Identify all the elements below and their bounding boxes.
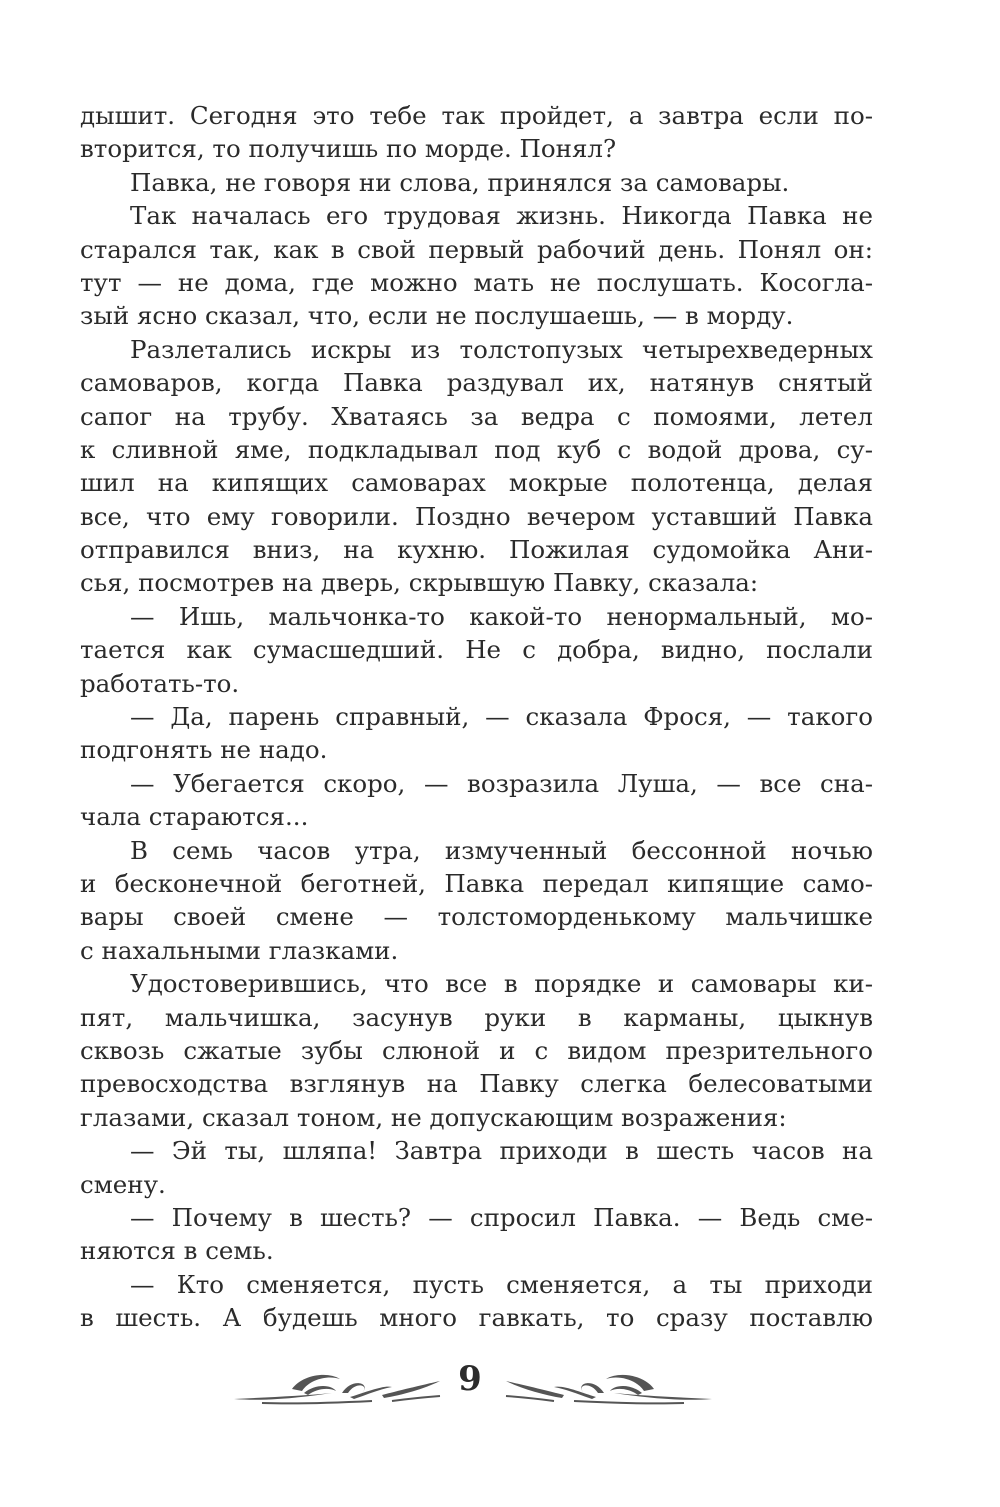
- text-line: шил на кипящих самоварах мокрые полотенца, делая: [80, 468, 873, 498]
- text-line: зый ясно сказал, что, если не послушаешь, — в морду.: [80, 301, 794, 331]
- text-line: тут — не дома, где можно мать не послушать. Косогла-: [80, 267, 873, 297]
- book-page-text: [80, 99, 873, 1334]
- text-line: чала стараются...: [80, 802, 309, 832]
- text-line: сья, посмотрев на дверь, скрывшую Павку, сказала:: [80, 568, 759, 598]
- text-line: В семь часов утра, измученный бессонной ночью: [130, 835, 873, 865]
- text-line: тается как сумасшедший. Не с добра, видно, послали: [80, 635, 873, 665]
- text-line: сквозь сжатые зубы слюной и с видом презрительного: [80, 1035, 873, 1065]
- text-line: с нахальными глазками.: [80, 935, 399, 965]
- text-line: — Убегается скоро, — возразила Луша, — все сна-: [130, 768, 873, 798]
- text-line: Удостоверившись, что все в порядке и самовары ки-: [130, 969, 873, 999]
- text-line: отправился вниз, на кухню. Пожилая судомойка Ани-: [80, 535, 873, 565]
- text-line: — Ишь, мальчонка-то какой-то ненормальный, мо-: [130, 601, 873, 631]
- text-line: дышит. Сегодня это тебе так пройдет, а завтра если по-: [80, 101, 873, 130]
- text-line: старался так, как в свой первый рабочий день. Понял он:: [80, 234, 873, 264]
- page-footer: [0, 1355, 1000, 1415]
- text-line: к сливной яме, подкладывал под куб с водой дрова, су-: [80, 434, 873, 464]
- text-line: — Эй ты, шляпа! Завтра приходи в шесть часов на: [130, 1136, 873, 1166]
- text-line: подгонять не надо.: [80, 735, 328, 765]
- ornament-flourish-left-icon: [232, 1363, 442, 1412]
- text-line: в шесть. А будешь много гавкать, то сразу поставлю: [80, 1303, 873, 1333]
- text-line: сапог на трубу. Хватаясь за ведра с помоями, летел: [80, 401, 873, 431]
- text-line: работать-то.: [80, 668, 240, 698]
- text-line: пят, мальчишка, засунув руки в карманы, цыкнув: [80, 1002, 873, 1032]
- text-line: няются в семь.: [80, 1236, 274, 1266]
- text-line: все, что ему говорили. Поздно вечером уставший Павка: [80, 501, 873, 531]
- text-line: смену.: [80, 1169, 166, 1199]
- text-line: — Да, парень справный, — сказала Фрося, — такого: [130, 702, 873, 732]
- text-line: Так началась его трудовая жизнь. Никогда Павка не: [130, 201, 873, 231]
- text-line: вторится, то получишь по морде. Понял?: [80, 134, 617, 164]
- text-line: и бесконечной беготней, Павка передал кипящие само-: [80, 868, 873, 898]
- text-line: самоваров, когда Павка раздувал их, натянув снятый: [80, 368, 873, 398]
- text-line: глазами, сказал тоном, не допускающим возражения:: [80, 1102, 787, 1132]
- text-line: превосходства взглянув на Павку слегка белесоватыми: [80, 1069, 873, 1099]
- text-line: — Кто сменяется, пусть сменяется, а ты приходи: [130, 1269, 873, 1299]
- page-number: 9: [458, 1359, 482, 1399]
- ornament-flourish-right-icon: [504, 1363, 714, 1412]
- text-line: Разлетались искры из толстопузых четырехведерных: [130, 334, 873, 364]
- text-line: вары своей смене — толстоморденькому мальчишке: [80, 902, 873, 932]
- text-line: — Почему в шесть? — спросил Павка. — Ведь сме-: [130, 1202, 873, 1232]
- text-line: Павка, не говоря ни слова, принялся за самовары.: [130, 167, 790, 197]
